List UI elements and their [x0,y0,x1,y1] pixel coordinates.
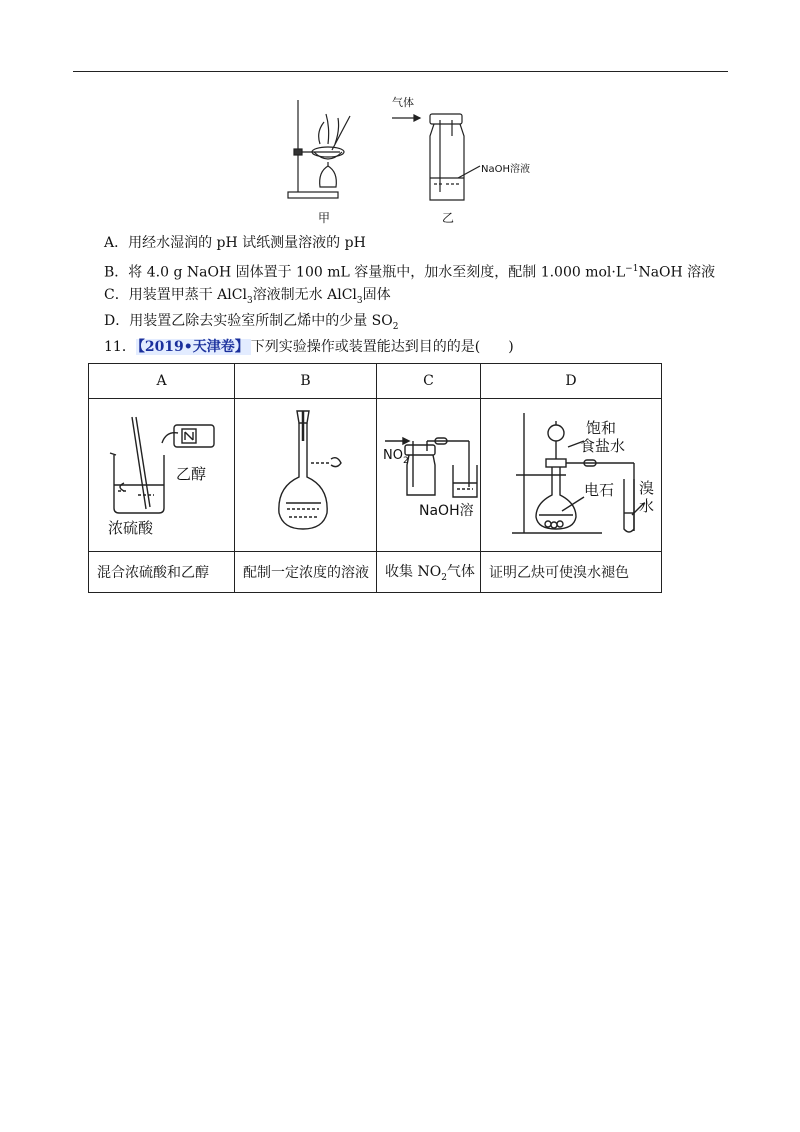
option-d-text: D．用装置乙除去实验室所制乙烯中的少量 SO [104,313,393,329]
apparatus-d-acetylene [484,403,659,543]
label-conc-sulfuric-acid: 浓硫酸 [108,519,154,537]
option-b [104,260,715,282]
apparatus-c-gas-collection [379,403,479,543]
image-cell-c [377,399,481,552]
apparatus-b-volumetric-flask [241,403,371,543]
figure-apparatus-jia-yi [280,92,560,227]
option-b-text-end: NaOH 溶液 [638,264,716,281]
label-naoh-solution: NaOH溶液 [481,164,530,175]
label-bromine: 溴 [638,479,654,497]
option-d-subscript: 2 [392,321,399,332]
label-no2: $NO_2$ [382,448,409,466]
header-d: D [481,364,662,399]
header-a: A [89,364,235,399]
apparatus-a-mixing [94,403,229,543]
caption-a: 混合浓硫酸和乙醇 [89,552,235,593]
option-b-superscript: −1 [625,264,639,274]
question-text: 下列实验操作或装置能达到目的的是( ) [250,339,514,355]
option-c-text-end: 固体 [362,287,391,303]
question-number: 11． [104,339,136,355]
caption-c-text: 收集 NO [385,564,442,581]
label-jia: 甲 [318,211,331,225]
label-brine: 食盐水 [579,437,625,455]
option-c [104,286,391,310]
label-naoh: NaOH溶 [418,503,474,519]
caption-d: 证明乙炔可使溴水褪色 [481,552,662,593]
header-c: C [377,364,481,399]
option-a-text: A．用经水湿润的 pH 试纸测量溶液的 pH [104,235,366,251]
options-table [88,363,662,593]
label-water: 水 [638,497,654,515]
apparatus-yi [392,114,480,200]
question-11 [104,338,514,356]
label-gas: 气体 [392,96,414,109]
label-ethanol: 乙醇 [176,465,207,483]
caption-c-text-end: 气体 [446,564,475,581]
caption-b: 配制一定浓度的溶液 [235,552,377,593]
label-yi: 乙 [442,211,455,225]
source-tag: 【2019•天津卷】 [137,339,249,355]
option-c-subscript-1: 3 [246,295,253,306]
label-saturated: 饱和 [585,419,616,437]
header-rule [73,71,728,72]
option-c-text-mid: 溶液制无水 AlCl [252,287,357,303]
table-caption-row [89,552,662,593]
option-d [104,312,398,336]
caption-c [377,552,481,593]
table-header-row [89,364,662,399]
header-b: B [235,364,377,399]
table-image-row [89,399,662,552]
image-cell-d [481,399,662,552]
option-b-text: B．将 4.0 g NaOH 固体置于 100 mL 容量瓶中，加水至刻度，配制 1.000 mol·L [104,264,626,281]
option-c-subscript-2: 3 [356,295,363,306]
image-cell-b [235,399,377,552]
apparatus-jia [288,100,350,198]
image-cell-a [89,399,235,552]
caption-c-subscript: 2 [441,572,447,583]
label-calcium-carbide: 电石 [583,481,614,499]
option-a [104,234,366,252]
option-c-text: C．用装置甲蒸干 AlCl [104,287,247,303]
